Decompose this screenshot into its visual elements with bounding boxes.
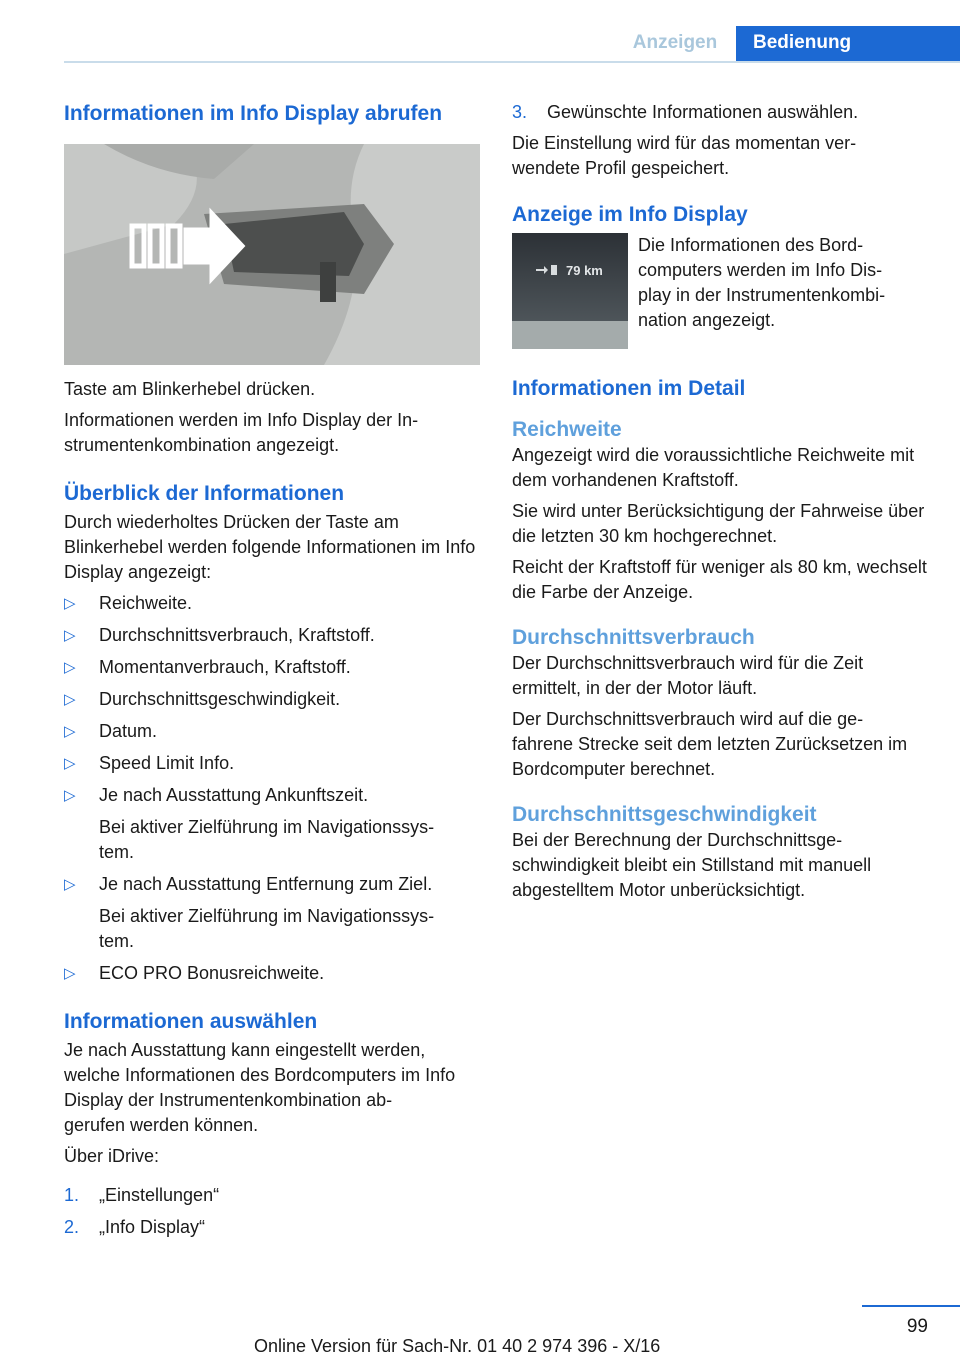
heading-info-abrufen: Informationen im Info Display abrufen [64, 102, 443, 125]
heading-detail: Informationen im Detail [512, 377, 746, 400]
paragraph: Die Informationen des Bord- computers werden im Info Dis- play in der Instrumentenkombi- nation angezeigt. [638, 235, 886, 330]
header-divider [64, 61, 960, 63]
info-bullet-list [64, 591, 480, 986]
list-item: ▷ Speed Limit Info. [64, 751, 480, 776]
paragraph: Die Einstellung wird für das momentan ver- wendete Profil gespeichert. [512, 133, 857, 178]
heading-ueberblick: Überblick der Informationen [64, 482, 345, 505]
subheading-reichweite: Reichweite [512, 418, 622, 441]
paragraph: Informationen werden im Info Display der In- strumentenkombination angezeigt. [64, 410, 419, 455]
display-row [512, 233, 932, 349]
step-3: 3. Gewünschte Informationen auswählen. [512, 102, 859, 122]
list-item-note: Bei aktiver Zielführung im Navigationssys- tem. [99, 817, 435, 862]
paragraph: Sie wird unter Berücksichtigung der Fahrweise über die letzten 30 km hochgerechnet. [512, 501, 925, 546]
footer-divider [862, 1305, 960, 1307]
tab-bedienung[interactable]: Bedienung [736, 26, 960, 62]
tab-anzeigen[interactable]: Anzeigen [632, 32, 718, 53]
online-version-note: Online Version für Sach-Nr. 01 40 2 974 396 - X/16 [254, 1336, 661, 1356]
list-item: ▷ Durchschnittsverbrauch, Kraftstoff. [64, 623, 480, 648]
turn-signal-lever-illustration [64, 144, 480, 365]
list-item: ▷ Je nach Ausstattung Ankunftszeit. [64, 783, 480, 808]
paragraph: Je nach Ausstattung kann eingestellt werden, welche Informationen des Bordcomputers im Info Display der Instrumentenkombination ab- gerufen werden können. [64, 1040, 456, 1135]
paragraph: Bei der Berechnung der Durchschnittsge- schwindigkeit bleibt ein Stillstand mit manuell abgestelltem Motor unberücksichtigt. [512, 830, 872, 900]
step-1: 1. „Einstellungen“ [64, 1185, 220, 1205]
list-item: ▷ Reichweite. [64, 591, 480, 616]
list-item: ▷ Momentanverbrauch, Kraftstoff. [64, 655, 480, 680]
triangle-bullet-icon: ▷ [64, 627, 76, 644]
triangle-bullet-icon: ▷ [64, 755, 76, 772]
triangle-bullet-icon: ▷ [64, 659, 76, 676]
list-item: ▷ Datum. [64, 719, 480, 744]
triangle-bullet-icon: ▷ [64, 691, 76, 708]
paragraph: Der Durchschnittsverbrauch wird für die Zeit ermittelt, in der der Motor läuft. [512, 653, 864, 698]
paragraph: Reicht der Kraftstoff für weniger als 80 km, wechselt die Farbe der Anzeige. [512, 557, 927, 602]
heading-anzeige: Anzeige im Info Display [512, 203, 748, 226]
triangle-bullet-icon: ▷ [64, 595, 76, 612]
list-item: ▷ Durchschnittsgeschwindigkeit. [64, 687, 480, 712]
step-2: 2. „Info Display“ [64, 1217, 206, 1237]
list-item: ▷ ECO PRO Bonusreichweite. [64, 961, 480, 986]
list-item: ▷ Je nach Ausstattung Entfernung zum Ziel. [64, 872, 480, 897]
triangle-bullet-icon: ▷ [64, 965, 76, 982]
range-value: 79 km [566, 263, 603, 278]
paragraph: Angezeigt wird die voraussichtliche Reichweite mit dem vorhandenen Kraftstoff. [512, 445, 915, 490]
list-item-note: Bei aktiver Zielführung im Navigationssys- tem. [99, 906, 435, 951]
paragraph: Über iDrive: [64, 1146, 160, 1166]
lever-graphic [64, 144, 480, 365]
subheading-durchschnittsgeschwindigkeit: Durchschnittsgeschwindigkeit [512, 803, 817, 826]
triangle-bullet-icon: ▷ [64, 876, 76, 893]
left-column [64, 100, 480, 1240]
range-display-graphic [512, 233, 628, 349]
paragraph: Taste am Blinkerhebel drücken. [64, 379, 316, 399]
triangle-bullet-icon: ▷ [64, 787, 76, 804]
subheading-durchschnittsverbrauch: Durchschnittsverbrauch [512, 626, 755, 649]
triangle-bullet-icon: ▷ [64, 723, 76, 740]
right-column [512, 100, 932, 903]
paragraph: Durch wiederholtes Drücken der Taste am Blinkerhebel werden folgende Informationen im Info Display angezeigt: [64, 512, 476, 582]
page-number: 99 [906, 1316, 928, 1337]
paragraph: Der Durchschnittsverbrauch wird auf die ge- fahrene Strecke seit dem letzten Zurücksetzen im Bordcomputer berechnet. [512, 709, 908, 779]
info-display-illustration [512, 233, 628, 349]
heading-auswaehlen: Informationen auswählen [64, 1010, 318, 1033]
